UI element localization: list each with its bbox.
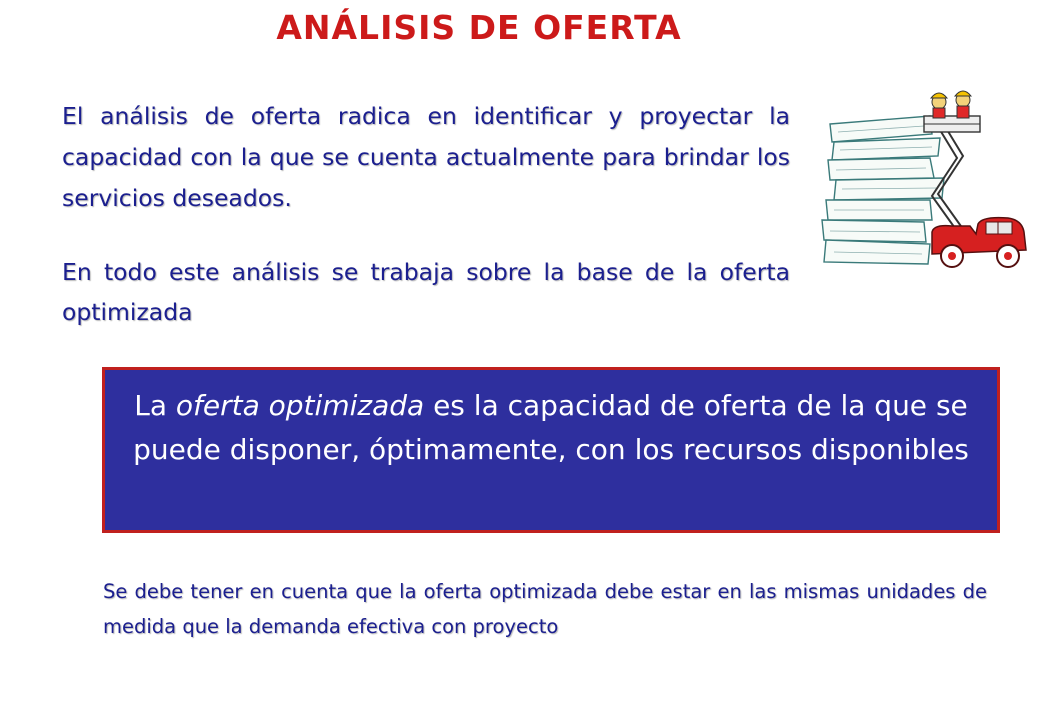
definition-prefix: La: [134, 389, 176, 422]
definition-emphasis: oferta optimizada: [175, 389, 425, 422]
definition-suffix: es la capacidad de oferta de la que se puede disponer, óptimamente, con los recursos disponibles: [133, 389, 969, 466]
intro-paragraph: El análisis de oferta radica en identificar y proyectar la capacidad con la que se cuenta actualmente para brindar los servicios deseados.: [62, 102, 790, 212]
page-title: ANÁLISIS DE OFERTA: [276, 8, 682, 47]
definition-box: [102, 367, 1000, 533]
note-paragraph: Se debe tener en cuenta que la oferta optimizada debe estar en las mismas unidades de medida que la demanda efectiva con proyecto: [103, 580, 987, 638]
stacked-books-lift-truck-icon: [812, 86, 1032, 284]
basis-paragraph: En todo este análisis se trabaja sobre la base de la oferta optimizada: [62, 258, 790, 326]
